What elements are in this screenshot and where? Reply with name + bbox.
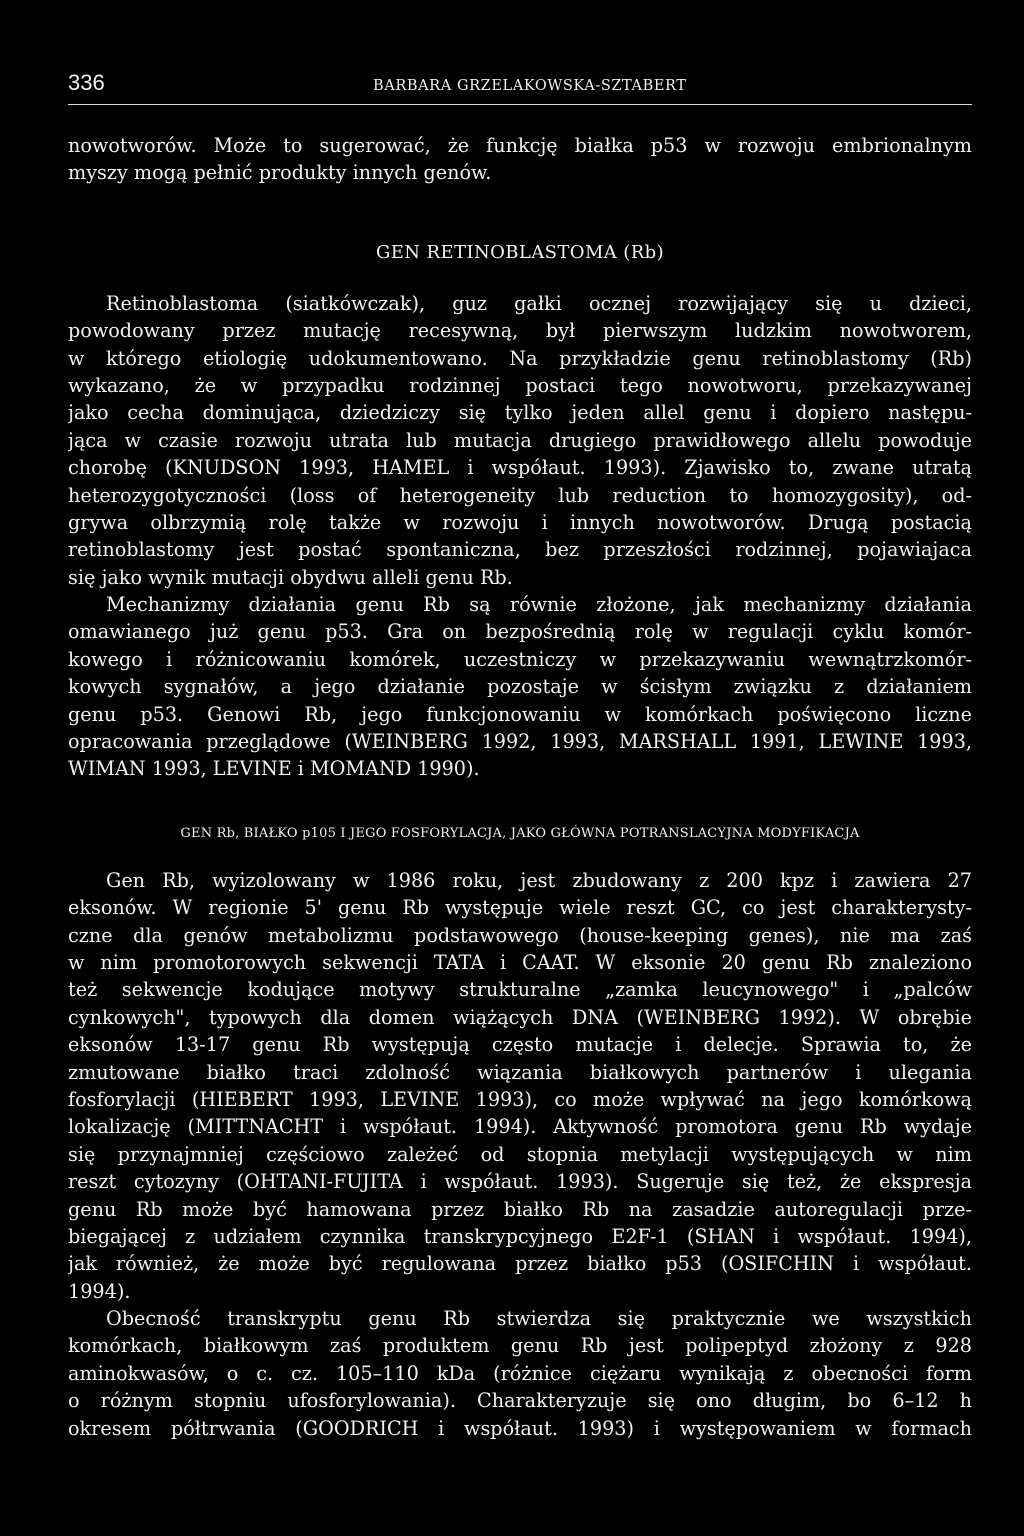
text-line: chorobę (KNUDSON 1993, HAMEL i współaut. 1993). Zjawisko to, zwane utratą [68, 456, 972, 480]
text-line: nowotworów. Może to sugerować, że funkcję białka p53 w rozwoju embrionalnym [68, 134, 972, 157]
text-line: jąca w czasie rozwoju utrata lub mutacja drugiego prawidłowego allelu powoduje [68, 428, 972, 452]
text-line: lokalizację (MITTNACHT i współaut. 1994). Aktywność promotora genu Rb wydaje [68, 1115, 972, 1139]
paragraph-4 [68, 867, 972, 1305]
text-line: cynkowych", typowych dla domen wiążących DNA (WEINBERG 1992). W obrębie [68, 1005, 972, 1029]
text-line: omawianego już genu p53. Gra on bezpośrednią rolę w regulacji cyklu komór- [68, 620, 972, 644]
text-line: w którego etiologię udokumentowano. Na przykładzie genu retinoblastomy (Rb) [68, 346, 972, 370]
text-line: kowych sygnałów, a jego działanie pozostaje w ścisłym związku z działaniem [68, 675, 972, 699]
text-line: się jako wynik mutacji obydwu alleli genu Rb. [68, 565, 513, 589]
text-line: reszt cytozyny (OHTANI-FUJITA i współaut. 1993). Sugeruje się też, że ekspresja [68, 1170, 972, 1194]
text-line: zmutowane białko traci zdolność wiązania białkowych partnerów i ulegania [68, 1060, 972, 1084]
text-line: retinoblastomy jest postać spontaniczna, bez przeszłości rodzinnej, pojawiajaca [68, 538, 972, 562]
text-line: genu Rb może być hamowana przez białko Rb na zasadzie autoregulacji prze- [68, 1197, 972, 1221]
text-line: Mechanizmy działania genu Rb są równie złożone, jak mechanizmy działania [106, 593, 972, 617]
text-line: aminokwasów, o c. cz. 105–110 kDa (różnice ciężaru wynikają z obecności form [68, 1361, 972, 1385]
text-line: eksonów. W regionie 5' genu Rb występuje wiele reszt GC, co jest charakterysty- [68, 896, 972, 920]
text-line: biegającej z udziałem czynnika transkrypcyjnego E2F-1 (SHAN i współaut. 1994), [68, 1224, 972, 1248]
text-line: opracowania przeglądowe (WEINBERG 1992, 1993, MARSHALL 1991, LEWINE 1993, [68, 730, 972, 754]
section-heading: GEN RETINOBLASTOMA (Rb) [375, 241, 665, 263]
text-line: fosforylacji (HIEBERT 1993, LEVINE 1993), co może wpływać na jego komórkową [68, 1087, 972, 1111]
text-line: jako cecha dominująca, dziedziczy się tylko jeden allel genu i dopiero następu- [68, 401, 972, 425]
text-line: jak również, że może być regulowana przez białko p53 (OSIFCHIN i współaut. [68, 1252, 972, 1276]
text-line: Obecność transkryptu genu Rb stwierdza się praktycznie we wszystkich [106, 1307, 972, 1331]
text-line: heterozygotyczności (loss of heterogeneity lub reduction to homozygosity), od- [68, 483, 972, 507]
paragraph-5 [68, 1305, 972, 1442]
paragraph-3 [68, 591, 972, 783]
page-number: 336 [68, 70, 105, 95]
text-line: czne dla genów metabolizmu podstawowego (house-keeping genes), nie ma zaś [68, 923, 972, 947]
text-line: też sekwencje kodujące motywy strukturalne „zamka leucynowego" i „palców [68, 978, 972, 1002]
text-line: powodowany przez mutację recesywną, był pierwszym ludzkim nowotworem, [68, 319, 972, 343]
text-line: Gen Rb, wyizolowany w 1986 roku, jest zbudowany z 200 kpz i zawiera 27 [106, 868, 972, 892]
text-line: genu p53. Genowi Rb, jego funkcjonowaniu w komórkach poświęcono liczne [68, 702, 972, 726]
text-line: o różnym stopniu ufosforylowania). Charakteryzuje się ono długim, bo 6–12 h [68, 1389, 972, 1413]
text-line: Retinoblastoma (siatkówczak), guz gałki ocznej rozwijający się u dzieci, [106, 291, 972, 315]
paragraph-2 [68, 290, 972, 591]
text-line: eksonów 13-17 genu Rb występują często mutacje i delecje. Sprawia to, że [68, 1033, 972, 1057]
body-text [68, 132, 972, 1442]
text-line: wykazano, że w przypadku rodzinnej postaci tego nowotworu, przekazywanej [68, 373, 972, 397]
text-line: WIMAN 1993, LEVINE i MOMAND 1990). [68, 757, 480, 781]
text-line: myszy mogą pełnić produkty innych genów. [68, 161, 492, 185]
text-line: się przynajmniej częściowo zależeć od stopnia metylacji występujących w nim [68, 1142, 972, 1166]
text-line: w nim promotorowych sekwencji TATA i CAAT. W eksonie 20 genu Rb znaleziono [68, 950, 972, 974]
running-header [68, 72, 972, 105]
subsection-heading: GEN Rb, BIAŁKO p105 I JEGO FOSFORYLACJA, JAKO GŁÓWNA POTRANSLACYJNA MODYFIKACJA [180, 825, 860, 841]
running-head-author: BARBARA GRZELAKOWSKA-SZTABERT [373, 78, 687, 94]
text-line: 1994). [68, 1279, 131, 1303]
text-line: okresem półtrwania (GOODRICH i współaut. 1993) i występowaniem w formach [68, 1416, 972, 1440]
paragraph-1 [68, 132, 972, 187]
text-line: komórkach, białkowym zaś produktem genu Rb jest polipeptyd złożony z 928 [68, 1334, 972, 1358]
text-line: kowego i różnicowaniu komórek, uczestniczy w przekazywaniu wewnątrzkomór- [68, 647, 972, 671]
text-line: grywa olbrzymią rolę także w rozwoju i innych nowotworów. Drugą postacią [68, 510, 972, 534]
